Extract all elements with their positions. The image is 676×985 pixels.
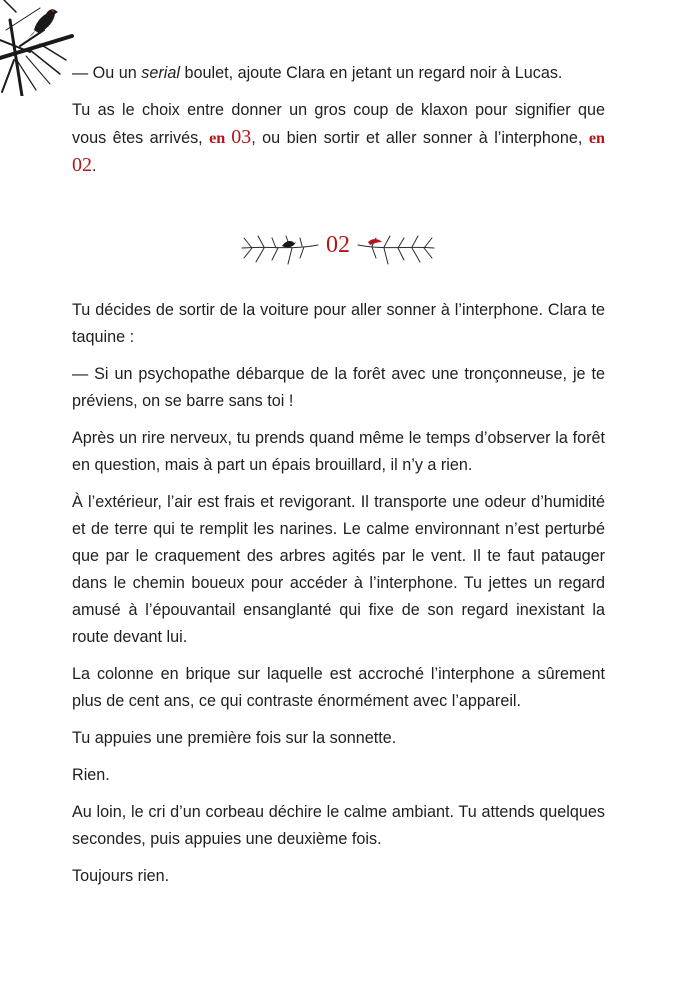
choice-link-03[interactable]: en 03: [209, 126, 252, 148]
body-paragraph: Après un rire nerveux, tu prends quand même le temps d’observer la forêt en question, mais à part un épais brouillard, il n’y a rien.: [72, 429, 605, 474]
body-paragraph: La colonne en brique sur laquelle est accroché l’interphone a sûrement plus de cent ans, ce qui contraste énormément avec l’appareil.: [72, 665, 605, 710]
body-paragraph: Tu décides de sortir de la voiture pour aller sonner à l’interphone. Clara te taquine :: [72, 301, 605, 346]
body-paragraph: Rien.: [72, 766, 110, 784]
body-paragraph: Tu appuies une première fois sur la sonnette.: [72, 729, 397, 747]
section-number: 02: [326, 232, 350, 258]
intro-text: [72, 60, 605, 190]
section-body: [72, 297, 605, 900]
crow-branch-icon: [0, 0, 74, 96]
dialogue-paragraph: — Ou un serial boulet, ajoute Clara en jetant un regard noir à Lucas.: [72, 64, 563, 82]
body-paragraph: Toujours rien.: [72, 867, 170, 885]
body-paragraph: À l’extérieur, l’air est frais et revigorant. Il transporte une odeur d’humidité et de terre qui te remplit les narines. Le calme environnant n’est perturbé que par le craquement des arbres agités par le vent. Il te faut patauger dans le chemin boueux pour accéder à l’interphone. Tu jettes un regard amusé à l’épouvantail ensanglanté qui fixe de son regard inexistant la route devant lui.: [72, 493, 605, 646]
italic-word: serial: [141, 64, 180, 82]
body-paragraph: Au loin, le cri d’un corbeau déchire le calme ambiant. Tu attends quelques secondes, puis appuies une deuxième fois.: [72, 803, 605, 848]
choice-paragraph: Tu as le choix entre donner un gros coup de klaxon pour signifier que vous êtes arrivés, en 03, ou bien sortir et aller sonner à l’interphone, en 02.: [72, 101, 605, 176]
choice-link-02[interactable]: en 02: [72, 129, 605, 176]
section-divider: [238, 228, 438, 268]
body-paragraph: — Si un psychopathe débarque de la forêt avec une tronçonneuse, je te préviens, on se barre sans toi !: [72, 365, 605, 410]
